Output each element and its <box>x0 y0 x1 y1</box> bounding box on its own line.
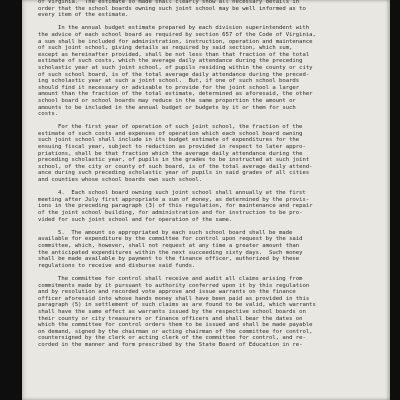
text-line: should find it necessary or advisable to provide for the joint school a larger <box>38 84 300 91</box>
text-line: costs. <box>38 111 59 118</box>
text-line: school, of the city or county of such board, is of the total average daily attend- <box>38 163 313 170</box>
text-line: 4. Each school board owning such joint school shall annually at the first <box>58 190 306 197</box>
text-line: on demand, signed by the chairman or acting chairman of the committee for control, <box>38 328 313 335</box>
text-line: shall have the same effect as warrants issued by the respective school boards on <box>38 308 306 315</box>
text-line: amount than the fraction of the total estimate, determined as aforesaid, the other <box>38 91 313 98</box>
paragraph-3 <box>38 124 390 183</box>
text-line: such joint school shall include in its budget estimate of expenditures for the <box>38 137 300 144</box>
text-line: except as hereinafter provided, shall be not less than that fraction of the total <box>38 51 310 58</box>
text-line: The committee for control shall receive and audit all claims arising from <box>58 275 303 282</box>
text-line: of Virginia. The estimate so made shall clearly show all necessary details in <box>38 0 300 5</box>
text-line: In the annual budget estimate prepared by each division superintendent with <box>58 25 310 32</box>
document-page <box>22 0 390 400</box>
text-line: of the joint school building, for administration and for instruction to be pro- <box>38 210 303 216</box>
text-line: shall be made available by payment to the finance officer, authorized by these <box>38 256 300 263</box>
paragraph-6 <box>38 276 390 349</box>
text-line: ensuing fiscal year, subject to reduction as provided in respect to later appro- <box>38 144 306 151</box>
text-line: 5. The amount so appropriated by each such school board shall be made <box>58 229 293 236</box>
text-line: preceding scholastic year, of pupils in the grades to be instructed at such joint <box>38 157 310 164</box>
text-line: paragraph (5) in settlement of such claims as are found to be valid, which warrants <box>38 302 316 309</box>
text-line: committee, which, however, shall not request at any time a greater amount than <box>38 242 300 249</box>
paragraph-4 <box>38 190 390 223</box>
text-line: which the committee for control orders them to be issued and shall be made payable <box>38 322 313 329</box>
text-line: the anticipated expenditures within the next succeeding sixty days. Such money <box>38 249 303 256</box>
text-line: regulations to receive and disburse said funds. <box>38 262 196 269</box>
text-line: ance during such preceding scholastic year of pupils in said grades of all cities <box>38 170 310 177</box>
text-line: available for expenditure by the committee for control upon request by the said <box>38 236 303 243</box>
paragraph-5 <box>38 230 390 270</box>
text-line: meeting after July first appropriate a sum of money, as determined by the provis- <box>38 196 310 203</box>
text-line: the advice of each school board as required by section 657 of the Code of Virginia, <box>38 31 316 38</box>
text-line: their county or city treasurers or finance officers and shall bear the dates on <box>38 315 303 322</box>
text-line: and counties whose school boards own such school. <box>38 177 203 184</box>
text-line: of such joint school, giving details as required by said section, which sum, <box>38 45 293 52</box>
text-line: order that the school boards owning such joint school may be well informed as to <box>38 5 306 12</box>
text-line: a sum shall be included for administration, instruction, operation and maintenance <box>38 38 313 45</box>
document-body <box>38 0 390 355</box>
text-line: corded in the manner and form prescribed by the State Board of Education in re- <box>38 341 303 348</box>
text-line: officer aforesaid into whose hands money shall have been paid as provided in this <box>38 295 310 302</box>
text-line: ions in the preceding paragraph (3) of this regulation, for maintenance and repair <box>38 203 313 210</box>
text-line: estimate of such costs and expenses of operation which each school board owning <box>38 130 303 137</box>
text-line: priations, shall be that fraction which the average daily attendance during the <box>38 150 303 157</box>
text-line: and by resolution and recorded vote approve and issue warrants on the finance <box>38 289 296 296</box>
text-line: every item of the estimate. <box>38 12 129 19</box>
text-line: of such school board, is of the total average daily attendance during the preced- <box>38 71 310 78</box>
text-line: amounts to be included in the annual budget or budgets by it or them for such <box>38 104 296 111</box>
paragraph-1 <box>38 0 390 19</box>
text-line: estimate of such costs, which the average daily attendance during the preceding <box>38 58 303 65</box>
text-line: countersigned by the clerk or acting clerk of the committee for control, and re- <box>38 335 306 342</box>
text-line: school board or school boards may reduce in the same proportion the amount or <box>38 97 296 104</box>
text-line: scholastic year at such joint school, of pupils residing within the county or city <box>38 64 313 71</box>
text-line: vided for such joint school and for operation of the same. <box>38 216 233 223</box>
text-line: For the first year of operation of such joint school, the fraction of the <box>58 124 303 131</box>
text-line: commitments made by it pursuant to authority conferred upon it by this regulation <box>38 282 310 289</box>
text-line: ing scholastic year at such a joint school. But, if one of such school boards <box>38 78 300 85</box>
paragraph-2 <box>38 25 390 117</box>
